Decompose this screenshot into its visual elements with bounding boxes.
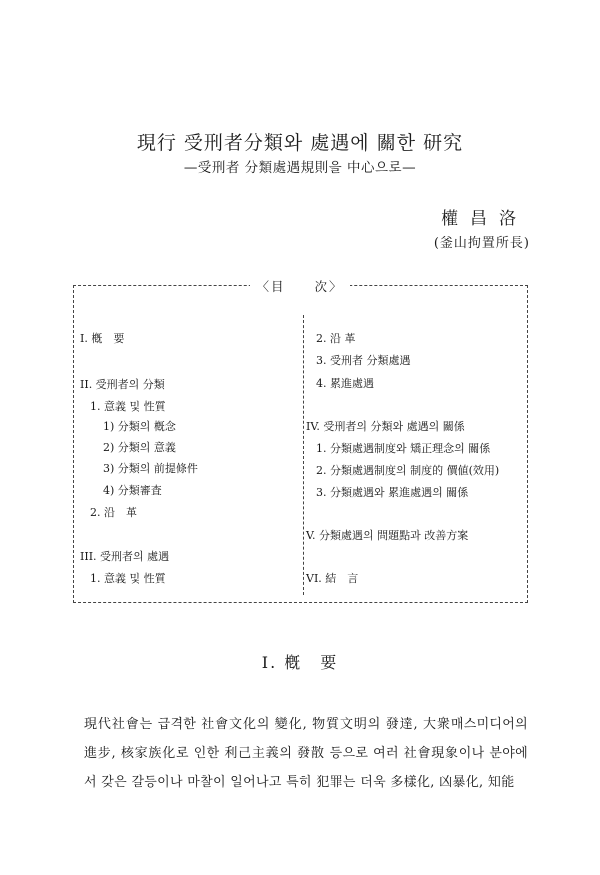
toc-item: 1. 分類處遇制度와 矯正理念의 關係 bbox=[316, 442, 491, 455]
author-name: 權昌洛 bbox=[441, 209, 528, 229]
toc-heading bbox=[0, 277, 600, 295]
toc-item: I. 槪 要 bbox=[80, 332, 125, 345]
toc-item: 1) 分類의 槪念 bbox=[103, 420, 176, 433]
toc-item: 3. 受刑者 分類處遇 bbox=[316, 354, 411, 367]
toc-item: VI. 結 言 bbox=[306, 572, 359, 585]
toc-item: 2. 分類處遇制度의 制度的 價値(效用) bbox=[316, 464, 500, 477]
toc-item: III. 受刑者의 處遇 bbox=[80, 550, 170, 563]
toc-item: 2. 沿 革 bbox=[316, 332, 356, 345]
toc-heading-label: 〈目 次〉 bbox=[250, 279, 349, 294]
toc-item: 3. 分類處遇와 累進處遇의 關係 bbox=[316, 486, 469, 499]
toc-item: 4. 累進處遇 bbox=[316, 377, 374, 390]
toc-item: V. 分類處遇의 問題點과 改善方案 bbox=[306, 529, 469, 542]
toc-item: 2. 沿 革 bbox=[90, 506, 137, 519]
toc-item: II. 受刑者의 分類 bbox=[80, 378, 165, 391]
toc-item: 1. 意義 및 性質 bbox=[90, 400, 166, 413]
article-title: 現行 受刑者分類와 處遇에 關한 研究 bbox=[136, 132, 464, 154]
author-affiliation: (釜山拘置所長) bbox=[433, 236, 530, 251]
toc-item: 2) 分類의 意義 bbox=[103, 441, 176, 454]
toc-item: 1. 意義 및 性質 bbox=[90, 572, 166, 585]
body-paragraph: 現代社會는 급격한 社會文化의 變化, 物質文明의 發達, 大衆매스미디어의 進步, 核家族化로 인한 利己主義의 發散 등으로 여러 社會現象이나 분야에서 갖은 갈등이나 마찰이 일어나고 특히 犯罪는 더욱 多樣化, 凶暴化, 知能 bbox=[84, 717, 528, 790]
toc-item: 3) 分類의 前提條件 bbox=[103, 462, 198, 475]
section-heading: I. 槪 要 bbox=[261, 653, 339, 672]
toc-column-divider bbox=[303, 315, 304, 595]
toc-item: 4) 分類審査 bbox=[103, 484, 162, 497]
toc-item: IV. 受刑者의 分類와 處遇의 關係 bbox=[306, 420, 465, 433]
article-subtitle: —受刑者 分類處遇規則을 中心으로— bbox=[183, 160, 417, 176]
